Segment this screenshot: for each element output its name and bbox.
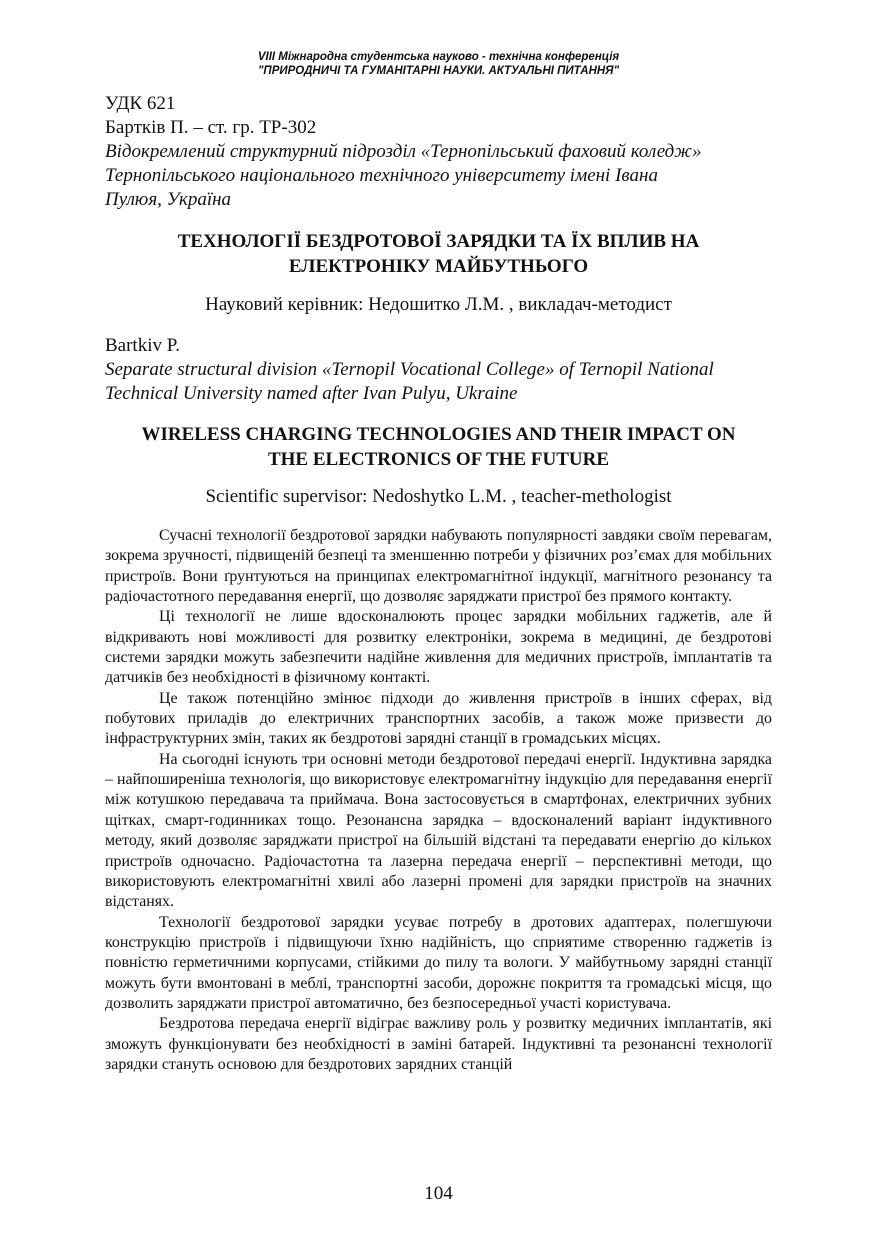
- ua-supervisor: Науковий керівник: Недошитко Л.М. , викладач-методист: [205, 294, 672, 315]
- conference-header: [0, 50, 877, 78]
- body-paragraph: Сучасні технології бездротової зарядки набувають популярності завдяки своїм перевагам, зокрема зручності, підвищеній безпеці та зменшенню потреби у фізичних роз’ємах для мобільних пристроїв. Вони ґрунтуються на принципах електромагнітної індукції, магнітного резонансу та радіочастотного передавання енергії, що дозволяє заряджати пристрої без прямого контакту.: [105, 527, 772, 606]
- body-paragraph: Бездротова передача енергії відіграє важливу роль у розвитку медичних імплантатів, які зможуть функціонувати без необхідності в заміні батарей. Індуктивні та резонансні технології зарядки стануть основою для бездротових зарядних станцій: [105, 1015, 772, 1073]
- en-affiliation-line: Technical University named after Ivan Pulyu, Ukraine: [105, 383, 518, 404]
- page-number: 104: [424, 1183, 453, 1204]
- en-title-line: THE ELECTRONICS OF THE FUTURE: [267, 449, 610, 470]
- ua-title-line: ТЕХНОЛОГІЇ БЕЗДРОТОВОЇ ЗАРЯДКИ ТА ЇХ ВПЛИВ НА: [177, 231, 700, 252]
- ua-author: Бартків П. – ст. гр. ТР-302: [105, 117, 317, 138]
- ua-affiliation-line: Відокремлений структурний підрозділ «Тернопільський фаховий коледж»: [105, 141, 702, 162]
- en-supervisor: Scientific supervisor: Nedoshytko L.M. , teacher-methologist: [205, 486, 672, 507]
- en-title: [0, 422, 877, 472]
- en-affiliation-line: Separate structural division «Ternopil Vocational College» of Ternopil National: [105, 359, 714, 380]
- body-paragraph: На сьогодні існують три основні методи бездротової передачі енергії. Індуктивна зарядка – найпоширеніша технологія, що використовує електромагнітну індукцію для передавання енергії між котушкою передавача та приймача. Вона застосовується в смартфонах, електричних зубних щітках, смарт-годинниках тощо. Резонансна зарядка – вдосконалений варіант індуктивного методу, який дозволяє заряджати пристрої на більшій відстані та передавати енергію до кількох пристроїв одночасно. Радіочастотна та лазерна передача енергії – перспективні методи, що використовують електромагнітні хвилі або лазерні промені для зарядки пристроїв на значних відстанях.: [105, 750, 772, 911]
- en-title-line: WIRELESS CHARGING TECHNOLOGIES AND THEIR IMPACT ON: [141, 424, 736, 445]
- conference-theme: "ПРИРОДНИЧІ ТА ГУМАНІТАРНІ НАУКИ. АКТУАЛЬНІ ПИТАННЯ": [257, 65, 620, 77]
- body-paragraph: Технології бездротової зарядки усуває потребу в дротових адаптерах, полегшуючи конструкцію пристроїв і підвищуючи їхню надійність, що сприятиме створенню гаджетів із повністю герметичними корпусами, стійкими до пилу та вологи. У майбутньому зарядні станції можуть бути вмонтовані в меблі, транспортні засоби, дорожнє покриття та громадські місця, що дозволить заряджати пристрої автоматично, без безпосередньої участі користувача.: [105, 913, 772, 1012]
- body-paragraph: Ці технології не лише вдосконалюють процес зарядки мобільних гаджетів, але й відкривають нові можливості для розвитку електроніки, зокрема в медицині, де бездротові системи зарядки можуть забезпечити надійне живлення для медичних пристроїв, імплантатів та датчиків без необхідності в фізичному контакті.: [105, 608, 772, 687]
- body-paragraph: Це також потенційно змінює підходи до живлення пристроїв в інших сферах, від побутових приладів до електричних транспортних засобів, а також може призвести до інфраструктурних змін, таких як бездротові зарядні станції в громадських місцях.: [105, 689, 772, 748]
- ua-author-block: [105, 92, 775, 212]
- body-text: [105, 526, 772, 1075]
- ua-affiliation-line: Тернопільського національного технічного університету імені Івана: [105, 165, 658, 186]
- en-author: Bartkiv P.: [105, 335, 180, 356]
- ua-affiliation-line: Пулюя, Україна: [105, 189, 232, 210]
- udk-code: УДК 621: [105, 93, 176, 114]
- conference-name: VIII Міжнародна студентська науково - технічна конференція: [257, 51, 620, 63]
- en-author-block: [105, 334, 775, 406]
- ua-title: [0, 229, 877, 279]
- ua-title-line: ЕЛЕКТРОНІКУ МАЙБУТНЬОГО: [288, 256, 589, 277]
